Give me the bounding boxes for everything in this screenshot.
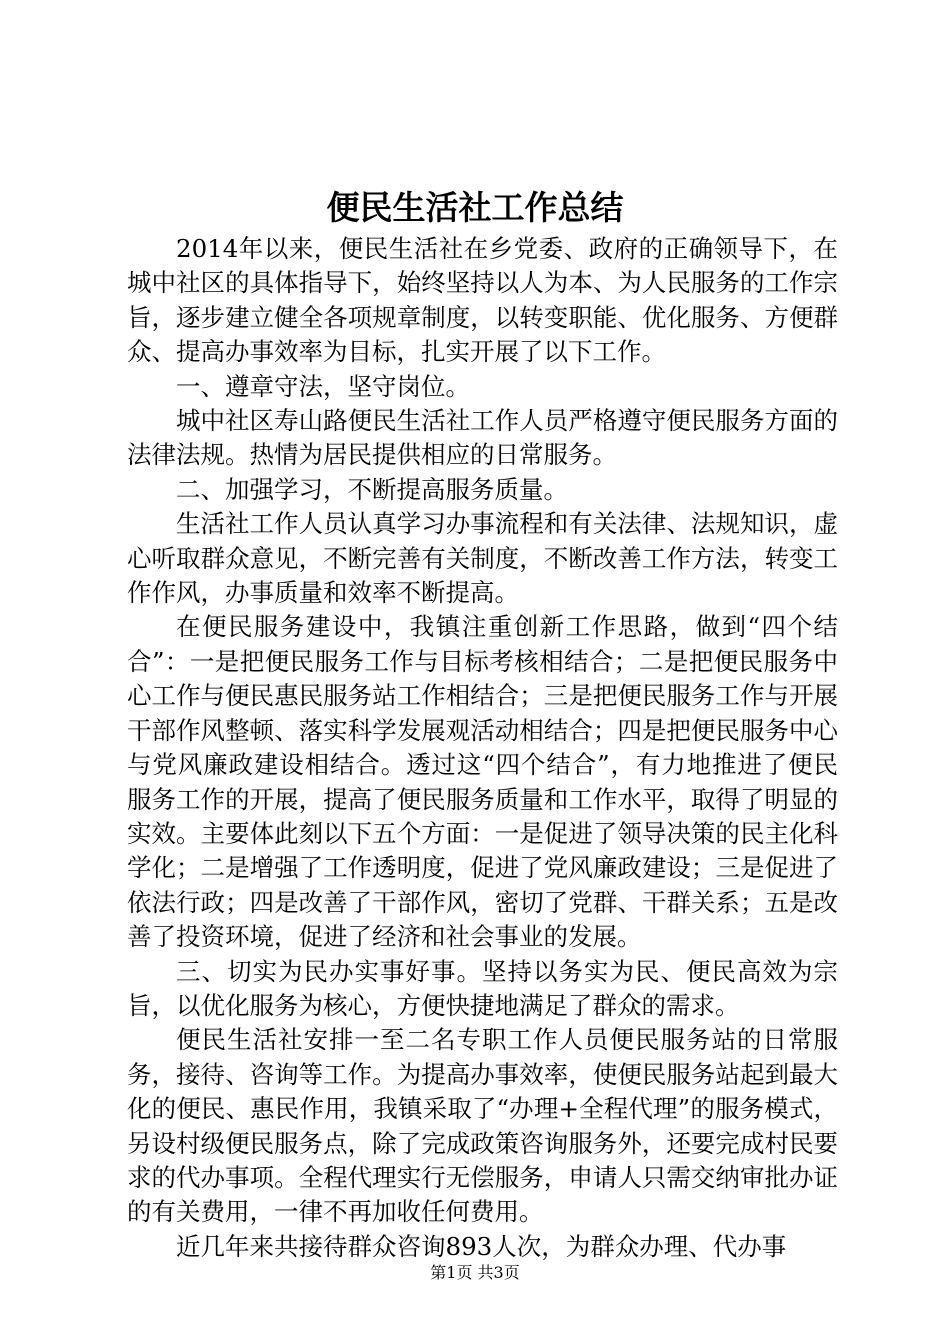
section-heading-3: 三、切实为民办实事好事。坚持以务实为民、便民高效为宗旨，以优化服务为核心，方便快捷地满足了群众的需求。 <box>127 956 838 1020</box>
section-heading-2: 二、加强学习，不断提高服务质量。 <box>176 474 568 504</box>
section-heading-1: 一、遵章守法，坚守岗位。 <box>176 371 470 401</box>
document-body <box>127 232 838 1264</box>
paragraph: 城中社区寿山路便民生活社工作人员严格遵守便民服务方面的法律法规。热情为居民提供相应的日常服务。 <box>127 406 838 470</box>
paragraph: 生活社工作人员认真学习办事流程和有关法律、法规知识，虚心听取群众意见，不断完善有关制度，不断改善工作方法，转变工作作风，办事质量和效率不断提高。 <box>127 509 838 608</box>
document-title: 便民生活社工作总结 <box>326 188 624 227</box>
page-footer: 第1页 共3页 <box>430 1263 520 1282</box>
paragraph: 在便民服务建设中，我镇注重创新工作思路，做到“四个结合”：一是把便民服务工作与目标考核相结合；二是把便民服务中心工作与便民惠民服务站工作相结合；三是把便民服务工作与开展干部作风整顿、落实科学发展观活动相结合；四是把便民服务中心与党风廉政建设相结合。透过这“四个结合”，有力地推进了便民服务工作的开展，提高了便民服务质量和工作水平，取得了明显的实效。主要体此刻以下五个方面：一是促进了领导决策的民主化科学化；二是增强了工作透明度，促进了党风廉政建设；三是促进了依法行政；四是改善了干部作风，密切了党群、干群关系；五是改善了投资环境，促进了经济和社会事业的发展。 <box>127 612 838 952</box>
paragraph: 便民生活社安排一至二名专职工作人员便民服务站的日常服务，接待、咨询等工作。为提高办事效率，使便民服务站起到最大化的便民、惠民作用，我镇采取了“办理+全程代理”的服务模式，另设村级便民服务点，除了完成政策咨询服务外，还要完成村民要求的代办事项。全程代理实行无偿服务，申请人只需交纳审批办证的有关费用，一律不再加收任何费用。 <box>127 1025 838 1227</box>
paragraph: 近几年来共接待群众咨询893人次，为群众办理、代办事 <box>176 1231 787 1261</box>
paragraph-intro: 2014年以来，便民生活社在乡党委、政府的正确领导下，在城中社区的具体指导下，始终坚持以人为本、为人民服务的工作宗旨，逐步建立健全各项规章制度，以转变职能、优化服务、方便群众、提高办事效率为目标，扎实开展了以下工作。 <box>127 234 838 367</box>
